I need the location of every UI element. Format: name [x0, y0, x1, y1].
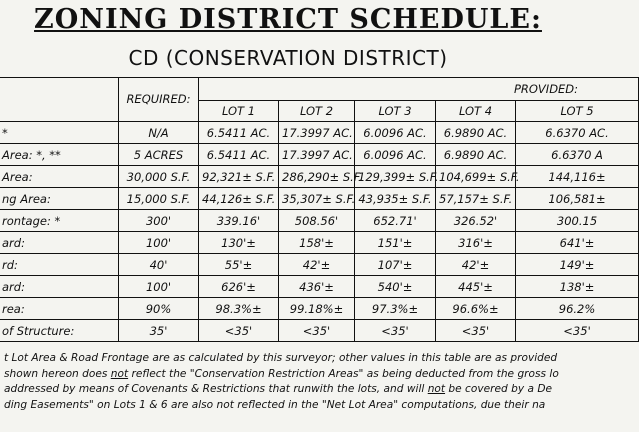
- footnote-line: [0, 382, 600, 398]
- row-label: rontage: *: [0, 210, 119, 232]
- provided-value: 107'±: [355, 254, 436, 276]
- schedule-title: ZONING DISTRICT SCHEDULE:: [34, 4, 542, 35]
- footnotes: [0, 351, 600, 413]
- provided-value: 43,935± S.F.: [355, 188, 436, 210]
- district-subtitle: CD (CONSERVATION DISTRICT): [128, 46, 448, 70]
- table-row: [0, 188, 639, 210]
- provided-value: <35': [199, 320, 279, 342]
- provided-header: PROVIDED:: [199, 78, 639, 101]
- row-label: rd:: [0, 254, 119, 276]
- provided-value: 151'±: [355, 232, 436, 254]
- provided-value: 6.0096 AC.: [355, 144, 436, 166]
- provided-value: 149'±: [516, 254, 639, 276]
- lot-header: LOT 3: [355, 101, 436, 122]
- footnote-text: reflect the "Conservation Restriction Areas" as being deducted from the gross lo: [128, 367, 559, 380]
- provided-value: 316'±: [436, 232, 516, 254]
- provided-value: <35': [436, 320, 516, 342]
- provided-value: 35,307± S.F.: [279, 188, 355, 210]
- provided-value: 339.16': [199, 210, 279, 232]
- table-row: [0, 320, 639, 342]
- table-row: [0, 210, 639, 232]
- required-value: 90%: [119, 298, 199, 320]
- provided-value: 6.9890 AC.: [436, 122, 516, 144]
- required-header: REQUIRED:: [119, 78, 199, 122]
- provided-value: 42'±: [436, 254, 516, 276]
- lot-header: LOT 1: [199, 101, 279, 122]
- footnote-text: addressed by means of Covenants & Restrictions that runwith the lots, and will: [4, 383, 428, 395]
- provided-value: 96.2%: [516, 298, 639, 320]
- provided-value: 138'±: [516, 276, 639, 298]
- footnote-line: [0, 367, 600, 383]
- row-label: *: [0, 122, 119, 144]
- header-row: [0, 78, 639, 101]
- provided-value: <35': [516, 320, 639, 342]
- required-value: 30,000 S.F.: [119, 166, 199, 188]
- table-row: [0, 144, 639, 166]
- provided-value: 158'±: [279, 232, 355, 254]
- provided-value: 286,290± S.F.: [279, 166, 355, 188]
- provided-value: 44,126± S.F.: [199, 188, 279, 210]
- provided-value: 42'±: [279, 254, 355, 276]
- provided-value: 6.6370 AC.: [516, 122, 639, 144]
- provided-value: 55'±: [199, 254, 279, 276]
- required-value: 5 ACRES: [119, 144, 199, 166]
- provided-value: 98.3%±: [199, 298, 279, 320]
- table-row: [0, 122, 639, 144]
- zoning-schedule-table: [0, 77, 639, 342]
- provided-value: 652.71': [355, 210, 436, 232]
- provided-value: 129,399± S.F.: [355, 166, 436, 188]
- provided-value: 445'±: [436, 276, 516, 298]
- provided-value: 130'±: [199, 232, 279, 254]
- table-row: [0, 232, 639, 254]
- provided-value: 6.5411 AC.: [199, 122, 279, 144]
- row-label: of Structure:: [0, 320, 119, 342]
- provided-value: 17.3997 AC.: [279, 144, 355, 166]
- lot-header: LOT 4: [436, 101, 516, 122]
- provided-value: 6.6370 A: [516, 144, 639, 166]
- provided-value: 99.18%±: [279, 298, 355, 320]
- provided-value: 57,157± S.F.: [436, 188, 516, 210]
- provided-value: 436'±: [279, 276, 355, 298]
- table-row: [0, 276, 639, 298]
- provided-value: 326.52': [436, 210, 516, 232]
- table-row: [0, 254, 639, 276]
- provided-value: 508.56': [279, 210, 355, 232]
- footnote-emphasis: not: [427, 383, 446, 395]
- footnote-text: shown hereon does: [4, 367, 111, 380]
- table-row: [0, 166, 639, 188]
- provided-value: <35': [279, 320, 355, 342]
- footnote-emphasis: not: [110, 367, 129, 380]
- footnote-text: be covered by a De: [445, 383, 552, 395]
- required-value: 40': [119, 254, 199, 276]
- row-label: Area:: [0, 166, 119, 188]
- provided-value: 106,581±: [516, 188, 639, 210]
- provided-value: 96.6%±: [436, 298, 516, 320]
- provided-value: <35': [355, 320, 436, 342]
- provided-value: 641'±: [516, 232, 639, 254]
- provided-value: 540'±: [355, 276, 436, 298]
- footnote-line: ding Easements" on Lots 1 & 6 are also not reflected in the "Net Lot Area" computations, due their na: [4, 398, 546, 411]
- required-value: 100': [119, 232, 199, 254]
- provided-value: 92,321± S.F.: [199, 166, 279, 188]
- provided-value: 17.3997 AC.: [279, 122, 355, 144]
- provided-value: 6.0096 AC.: [355, 122, 436, 144]
- provided-value: 104,699± S.F.: [436, 166, 516, 188]
- lot-header: LOT 5: [516, 101, 639, 122]
- lot-header: LOT 2: [279, 101, 355, 122]
- row-label: rea:: [0, 298, 119, 320]
- provided-value: 6.9890 AC.: [436, 144, 516, 166]
- row-label: ard:: [0, 232, 119, 254]
- required-value: 15,000 S.F.: [119, 188, 199, 210]
- provided-value: 144,116±: [516, 166, 639, 188]
- table-row: [0, 298, 639, 320]
- required-value: 100': [119, 276, 199, 298]
- required-value: 35': [119, 320, 199, 342]
- label-header-cell: [0, 78, 119, 122]
- required-value: N/A: [119, 122, 199, 144]
- provided-value: 97.3%±: [355, 298, 436, 320]
- row-label: ng Area:: [0, 188, 119, 210]
- row-label: Area: *, **: [0, 144, 119, 166]
- provided-value: 626'±: [199, 276, 279, 298]
- provided-value: 300.15: [516, 210, 639, 232]
- required-value: 300': [119, 210, 199, 232]
- row-label: ard:: [0, 276, 119, 298]
- provided-value: 6.5411 AC.: [199, 144, 279, 166]
- footnote-line: t Lot Area & Road Frontage are as calculated by this surveyor; other values in this table are as provided: [4, 352, 558, 364]
